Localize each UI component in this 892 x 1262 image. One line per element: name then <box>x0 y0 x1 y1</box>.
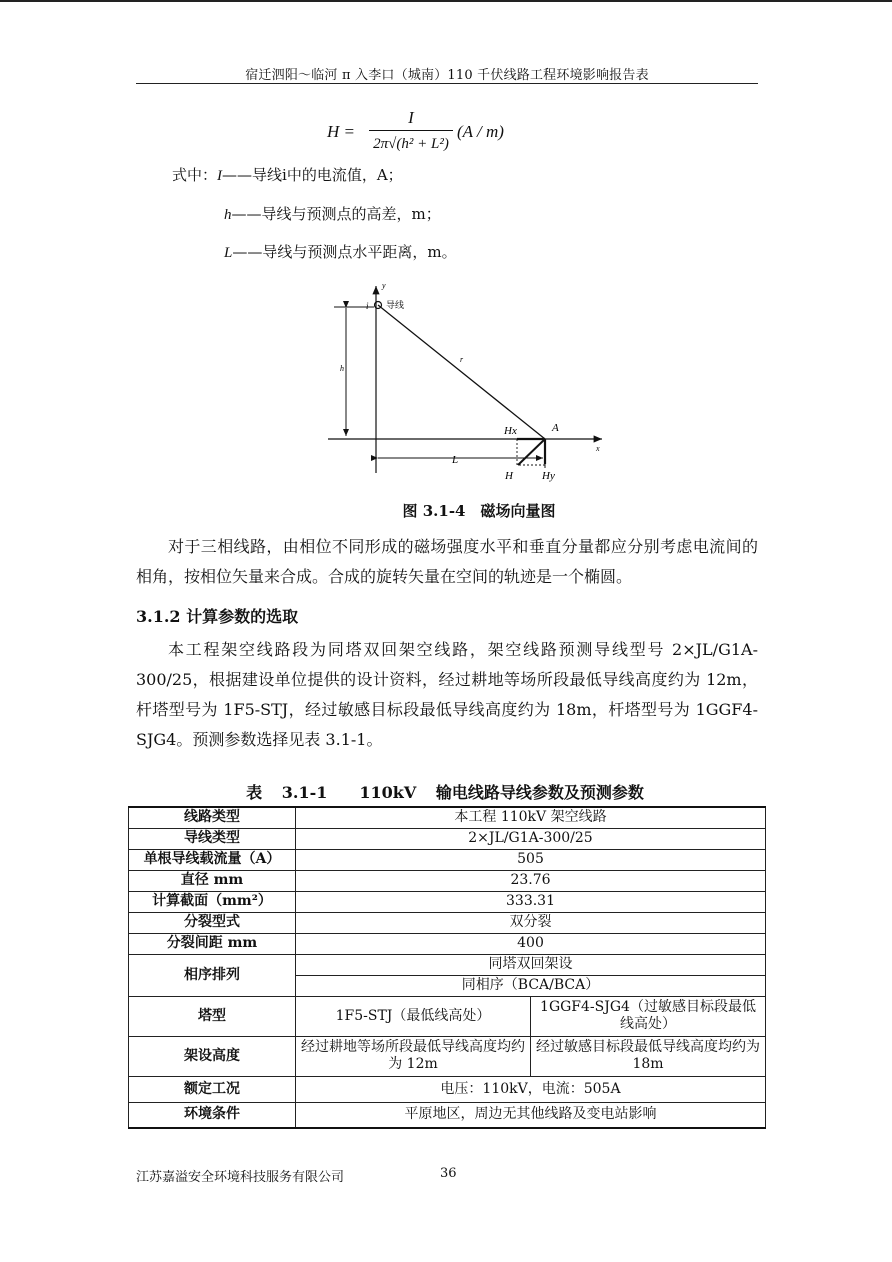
distance-r-line <box>378 305 545 439</box>
row-value: 505 <box>296 849 766 870</box>
label-y: y <box>382 281 386 290</box>
table-row <box>129 828 766 849</box>
label-i: i <box>366 301 369 311</box>
label-A: A <box>552 422 559 434</box>
definition-row-2 <box>224 204 441 225</box>
label-x: x <box>596 444 600 453</box>
row-value: 经过耕地等场所段最低导线高度均约为 12m <box>296 1036 531 1076</box>
row-label: 计算截面（mm²） <box>129 891 296 912</box>
definition-row-3 <box>224 242 457 263</box>
row-value: 平原地区，周边无其他线路及变电站影响 <box>296 1102 766 1128</box>
definition-row-1 <box>172 165 403 186</box>
formula-fraction <box>369 108 453 155</box>
definition-symbol: L <box>224 245 233 261</box>
paragraph-text: 对于三相线路，由相位不同形成的磁场强度水平和垂直分量都应分别考虑电流间的相角，按相位矢量来合成。合成的旋转矢量在空间的轨迹是一个椭圆。 <box>136 537 758 586</box>
table-row <box>129 1102 766 1128</box>
table-row <box>129 933 766 954</box>
page-top-border <box>0 0 892 2</box>
table-row <box>129 891 766 912</box>
definition-text: ——导线i中的电流值，A； <box>222 166 403 184</box>
row-label: 相序排列 <box>129 954 296 996</box>
row-label: 分裂型式 <box>129 912 296 933</box>
formula-unit: (A / m) <box>457 122 504 141</box>
row-label: 导线类型 <box>129 828 296 849</box>
label-wire: 导线 <box>386 301 405 311</box>
row-value: 同相序（BCA/BCA） <box>296 975 766 996</box>
definition-symbol: I <box>217 168 223 184</box>
page-number: 36 <box>440 1166 457 1181</box>
table-row <box>129 1076 766 1102</box>
row-label: 额定工况 <box>129 1076 296 1102</box>
formula-lhs: H = <box>327 122 355 141</box>
row-value: 2×JL/G1A-300/25 <box>296 828 766 849</box>
paragraph-phase-synthesis <box>136 532 758 592</box>
row-value: 400 <box>296 933 766 954</box>
definition-symbol: h <box>224 207 232 223</box>
table-row <box>129 807 766 828</box>
row-label: 分裂间距 mm <box>129 933 296 954</box>
table-row <box>129 912 766 933</box>
header-rule <box>136 83 758 84</box>
h-vector <box>518 439 545 465</box>
row-value: 同塔双回架设 <box>296 954 766 975</box>
magnetic-vector-diagram <box>320 278 610 488</box>
label-h: h <box>340 364 344 373</box>
row-value: 1GGF4-SJG4（过敏感目标段最低线高处） <box>531 996 766 1036</box>
row-label: 塔型 <box>129 996 296 1036</box>
row-value: 经过敏感目标段最低导线高度均约为 18m <box>531 1036 766 1076</box>
footer-company: 江苏嘉溢安全环境科技服务有限公司 <box>136 1170 345 1185</box>
definition-intro: 式中： <box>172 166 218 184</box>
formula-denominator: 2π√(h² + L²) <box>373 136 449 152</box>
row-value: 本工程 110kV 架空线路 <box>296 807 766 828</box>
row-label: 直径 mm <box>129 870 296 891</box>
formula-numerator: I <box>408 108 414 127</box>
row-value: 333.31 <box>296 891 766 912</box>
label-Hx: Hx <box>504 425 517 437</box>
row-label: 线路类型 <box>129 807 296 828</box>
parameter-table <box>128 806 766 1129</box>
row-value: 电压：110kV，电流：505A <box>296 1076 766 1102</box>
figure-caption: 图 3.1-4 磁场向量图 <box>402 502 556 520</box>
magnetic-field-formula <box>327 108 527 160</box>
table-row <box>129 849 766 870</box>
table-row <box>129 870 766 891</box>
section-heading: 3.1.2 计算参数的选取 <box>136 607 299 626</box>
row-value: 23.76 <box>296 870 766 891</box>
paragraph-parameters <box>136 635 758 755</box>
label-Hy: Hy <box>542 470 555 482</box>
label-L: L <box>452 454 459 466</box>
page-header-title: 宿迁泗阳～临河 π 入李口（城南）110 千伏线路工程环境影响报告表 <box>245 68 649 83</box>
table-row <box>129 996 766 1036</box>
table-caption: 表 3.1-1 110kV 输电线路导线参数及预测参数 <box>246 783 644 802</box>
definition-text: ——导线与预测点的高差，m； <box>231 205 441 223</box>
definition-text: ——导线与预测点水平距离，m。 <box>232 243 457 261</box>
paragraph-text: 本工程架空线路段为同塔双回架空线路，架空线路预测导线型号 2×JL/G1A-300/25，根据建设单位提供的设计资料，经过耕地等场所段最低导线高度约为 12m，杆塔型号为 1F5-STJ，经过敏感目标段最低导线高度约为 18m，杆塔型号为 1GGF4-SJG4。预测参数选择见表 3.1-1。 <box>136 640 758 749</box>
row-label: 架设高度 <box>129 1036 296 1076</box>
table-row <box>129 1036 766 1076</box>
row-label: 环境条件 <box>129 1102 296 1128</box>
label-r: r <box>460 355 464 364</box>
row-label: 单根导线载流量（A） <box>129 849 296 870</box>
label-H: H <box>505 470 513 482</box>
table-row <box>129 954 766 975</box>
row-value: 1F5-STJ（最低线高处） <box>296 996 531 1036</box>
row-value: 双分裂 <box>296 912 766 933</box>
fraction-bar <box>369 130 453 131</box>
